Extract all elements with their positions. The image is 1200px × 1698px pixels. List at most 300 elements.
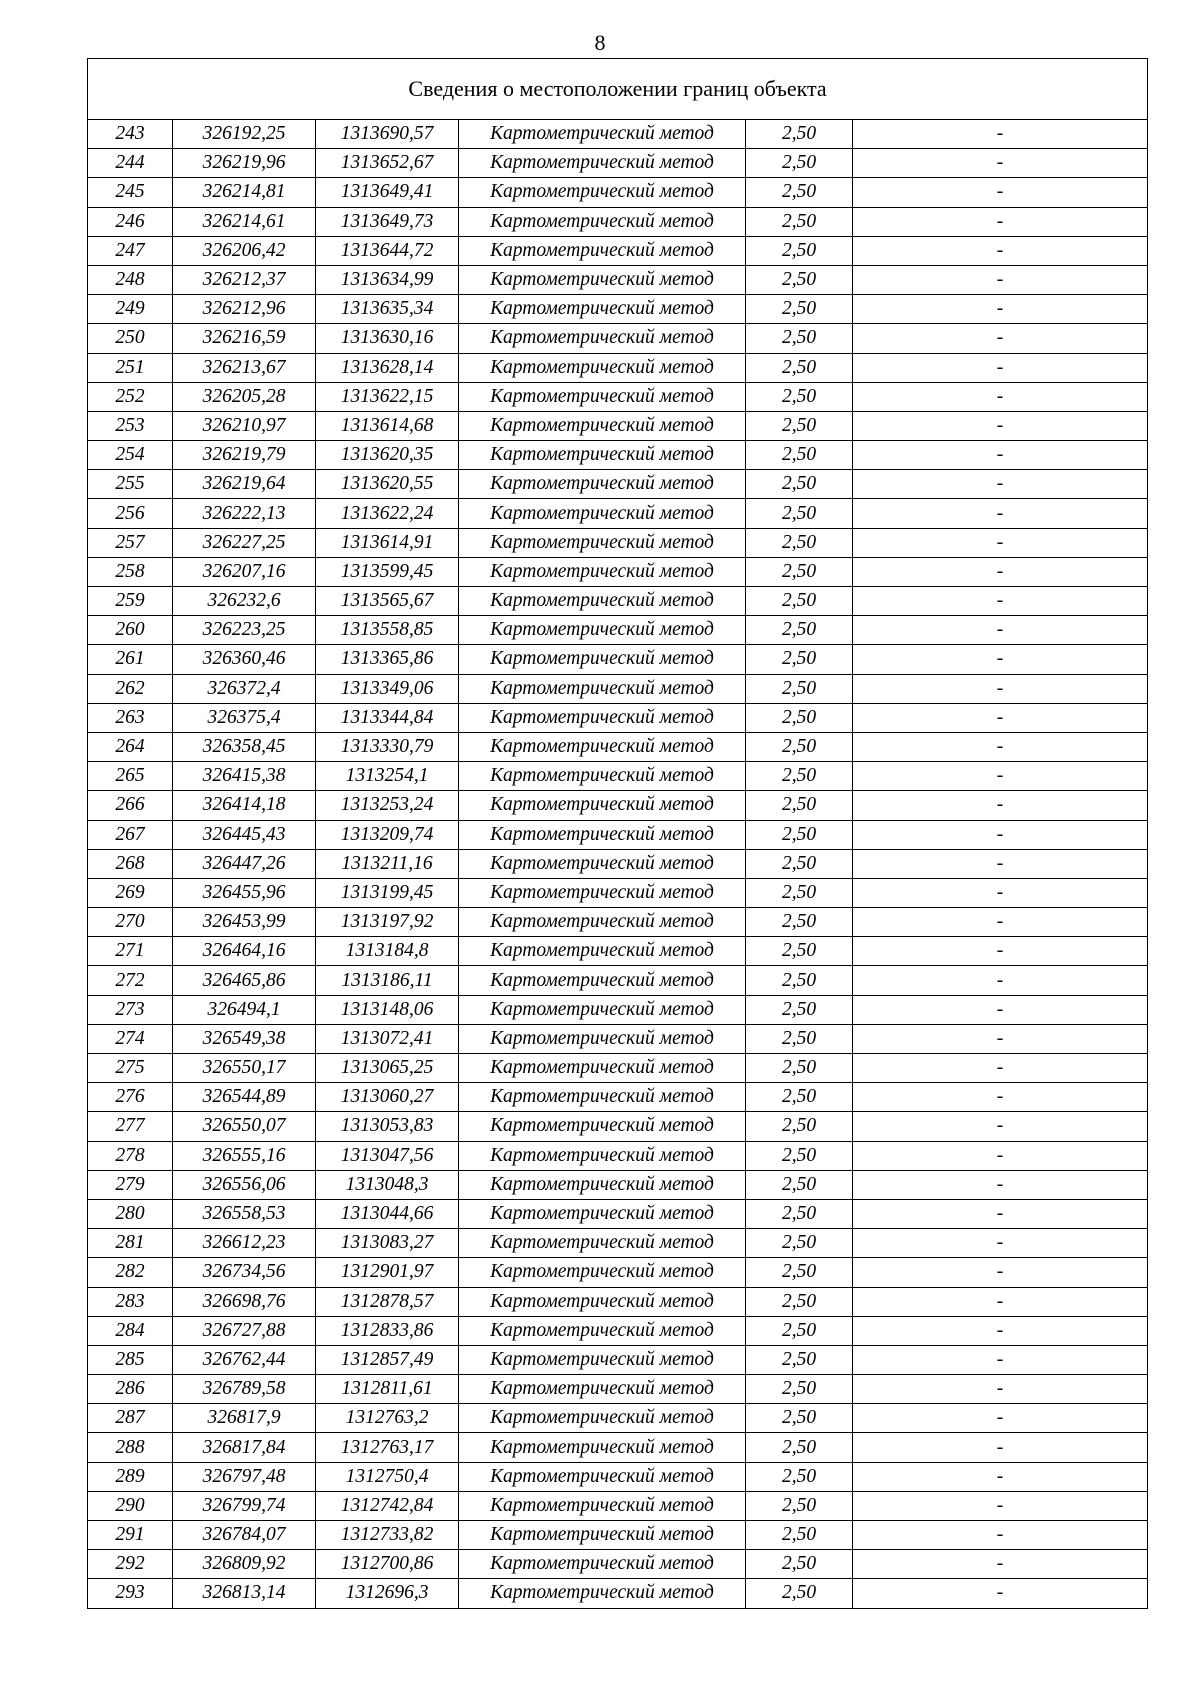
- coord-x-cell: 326447,26: [173, 849, 316, 878]
- table-row: [88, 820, 1148, 849]
- accuracy-cell: 2,50: [746, 645, 853, 674]
- point-number-cell: 243: [88, 120, 173, 149]
- accuracy-cell: 2,50: [746, 878, 853, 907]
- coord-y-cell: 1313635,34: [316, 295, 459, 324]
- accuracy-cell: 2,50: [746, 1199, 853, 1228]
- point-number-cell: 289: [88, 1462, 173, 1491]
- method-cell: Картометрический метод: [459, 1083, 746, 1112]
- method-cell: Картометрический метод: [459, 353, 746, 382]
- table-row: [88, 265, 1148, 294]
- accuracy-cell: 2,50: [746, 1316, 853, 1345]
- coord-y-cell: 1313644,72: [316, 236, 459, 265]
- point-number-cell: 286: [88, 1375, 173, 1404]
- point-number-cell: 250: [88, 324, 173, 353]
- point-number-cell: 271: [88, 937, 173, 966]
- coord-y-cell: 1312878,57: [316, 1287, 459, 1316]
- coord-x-cell: 326207,16: [173, 557, 316, 586]
- description-cell: -: [853, 499, 1148, 528]
- coord-x-cell: 326612,23: [173, 1229, 316, 1258]
- table-title: Сведения о местоположении границ объекта: [88, 59, 1148, 120]
- method-cell: Картометрический метод: [459, 295, 746, 324]
- description-cell: -: [853, 1491, 1148, 1520]
- point-number-cell: 273: [88, 995, 173, 1024]
- table-row: [88, 703, 1148, 732]
- coord-x-cell: 326558,53: [173, 1199, 316, 1228]
- accuracy-cell: 2,50: [746, 236, 853, 265]
- method-cell: Картометрический метод: [459, 791, 746, 820]
- description-cell: -: [853, 120, 1148, 149]
- description-cell: -: [853, 1375, 1148, 1404]
- coord-x-cell: 326799,74: [173, 1491, 316, 1520]
- description-cell: -: [853, 528, 1148, 557]
- table-row: [88, 1491, 1148, 1520]
- method-cell: Картометрический метод: [459, 149, 746, 178]
- table-row: [88, 149, 1148, 178]
- coord-x-cell: 326213,67: [173, 353, 316, 382]
- coord-x-cell: 326789,58: [173, 1375, 316, 1404]
- table-row: [88, 1550, 1148, 1579]
- description-cell: -: [853, 1083, 1148, 1112]
- method-cell: Картометрический метод: [459, 1112, 746, 1141]
- method-cell: Картометрический метод: [459, 120, 746, 149]
- description-cell: -: [853, 1316, 1148, 1345]
- table-row: [88, 791, 1148, 820]
- coord-x-cell: 326784,07: [173, 1521, 316, 1550]
- accuracy-cell: 2,50: [746, 207, 853, 236]
- description-cell: -: [853, 937, 1148, 966]
- coord-x-cell: 326813,14: [173, 1579, 316, 1608]
- accuracy-cell: 2,50: [746, 1462, 853, 1491]
- table-row: [88, 528, 1148, 557]
- accuracy-cell: 2,50: [746, 265, 853, 294]
- coord-x-cell: 326212,96: [173, 295, 316, 324]
- point-number-cell: 272: [88, 966, 173, 995]
- coord-y-cell: 1313209,74: [316, 820, 459, 849]
- accuracy-cell: 2,50: [746, 1141, 853, 1170]
- accuracy-cell: 2,50: [746, 1579, 853, 1608]
- coord-y-cell: 1313148,06: [316, 995, 459, 1024]
- point-number-cell: 277: [88, 1112, 173, 1141]
- coord-y-cell: 1313047,56: [316, 1141, 459, 1170]
- coord-y-cell: 1313622,24: [316, 499, 459, 528]
- point-number-cell: 262: [88, 674, 173, 703]
- accuracy-cell: 2,50: [746, 995, 853, 1024]
- coord-y-cell: 1313254,1: [316, 762, 459, 791]
- method-cell: Картометрический метод: [459, 937, 746, 966]
- description-cell: -: [853, 1404, 1148, 1433]
- description-cell: -: [853, 295, 1148, 324]
- table-row: [88, 1170, 1148, 1199]
- method-cell: Картометрический метод: [459, 1345, 746, 1374]
- coord-x-cell: 326809,92: [173, 1550, 316, 1579]
- point-number-cell: 258: [88, 557, 173, 586]
- table-row: [88, 1316, 1148, 1345]
- point-number-cell: 291: [88, 1521, 173, 1550]
- coord-x-cell: 326465,86: [173, 966, 316, 995]
- method-cell: Картометрический метод: [459, 1550, 746, 1579]
- coord-x-cell: 326372,4: [173, 674, 316, 703]
- table-row: [88, 645, 1148, 674]
- description-cell: -: [853, 353, 1148, 382]
- description-cell: -: [853, 1170, 1148, 1199]
- point-number-cell: 268: [88, 849, 173, 878]
- description-cell: -: [853, 1345, 1148, 1374]
- description-cell: -: [853, 1287, 1148, 1316]
- table-row: [88, 995, 1148, 1024]
- accuracy-cell: 2,50: [746, 616, 853, 645]
- point-number-cell: 247: [88, 236, 173, 265]
- coord-y-cell: 1313634,99: [316, 265, 459, 294]
- accuracy-cell: 2,50: [746, 791, 853, 820]
- accuracy-cell: 2,50: [746, 1491, 853, 1520]
- point-number-cell: 263: [88, 703, 173, 732]
- coord-y-cell: 1312763,2: [316, 1404, 459, 1433]
- accuracy-cell: 2,50: [746, 1287, 853, 1316]
- point-number-cell: 293: [88, 1579, 173, 1608]
- page-number: 8: [594, 30, 606, 55]
- accuracy-cell: 2,50: [746, 1258, 853, 1287]
- table-row: [88, 616, 1148, 645]
- coord-x-cell: 326464,16: [173, 937, 316, 966]
- coord-x-cell: 326797,48: [173, 1462, 316, 1491]
- description-cell: -: [853, 1521, 1148, 1550]
- description-cell: -: [853, 1112, 1148, 1141]
- table-row: [88, 382, 1148, 411]
- method-cell: Картометрический метод: [459, 1024, 746, 1053]
- coord-x-cell: 326214,61: [173, 207, 316, 236]
- method-cell: Картометрический метод: [459, 1375, 746, 1404]
- table-row: [88, 587, 1148, 616]
- coord-y-cell: 1313044,66: [316, 1199, 459, 1228]
- coord-y-cell: 1313649,41: [316, 178, 459, 207]
- method-cell: Картометрический метод: [459, 849, 746, 878]
- method-cell: Картометрический метод: [459, 878, 746, 907]
- coord-y-cell: 1312833,86: [316, 1316, 459, 1345]
- method-cell: Картометрический метод: [459, 265, 746, 294]
- description-cell: -: [853, 149, 1148, 178]
- accuracy-cell: 2,50: [746, 1229, 853, 1258]
- coord-y-cell: 1313630,16: [316, 324, 459, 353]
- method-cell: Картометрический метод: [459, 1462, 746, 1491]
- coord-y-cell: 1312901,97: [316, 1258, 459, 1287]
- accuracy-cell: 2,50: [746, 820, 853, 849]
- method-cell: Картометрический метод: [459, 178, 746, 207]
- accuracy-cell: 2,50: [746, 908, 853, 937]
- accuracy-cell: 2,50: [746, 470, 853, 499]
- coord-x-cell: 326206,42: [173, 236, 316, 265]
- description-cell: -: [853, 995, 1148, 1024]
- point-number-cell: 246: [88, 207, 173, 236]
- description-cell: -: [853, 732, 1148, 761]
- description-cell: -: [853, 587, 1148, 616]
- table-row: [88, 1083, 1148, 1112]
- method-cell: Картометрический метод: [459, 1521, 746, 1550]
- table-row: [88, 1345, 1148, 1374]
- method-cell: Картометрический метод: [459, 1404, 746, 1433]
- table-row: [88, 324, 1148, 353]
- point-number-cell: 265: [88, 762, 173, 791]
- description-cell: -: [853, 849, 1148, 878]
- table-row: [88, 1521, 1148, 1550]
- coord-x-cell: 326192,25: [173, 120, 316, 149]
- table-row: [88, 411, 1148, 440]
- coord-x-cell: 326555,16: [173, 1141, 316, 1170]
- coord-y-cell: 1313620,35: [316, 441, 459, 470]
- accuracy-cell: 2,50: [746, 1345, 853, 1374]
- point-number-cell: 276: [88, 1083, 173, 1112]
- accuracy-cell: 2,50: [746, 849, 853, 878]
- coord-x-cell: 326415,38: [173, 762, 316, 791]
- coord-y-cell: 1313614,68: [316, 411, 459, 440]
- coord-x-cell: 326455,96: [173, 878, 316, 907]
- point-number-cell: 285: [88, 1345, 173, 1374]
- coord-x-cell: 326219,79: [173, 441, 316, 470]
- point-number-cell: 270: [88, 908, 173, 937]
- method-cell: Картометрический метод: [459, 324, 746, 353]
- accuracy-cell: 2,50: [746, 732, 853, 761]
- coord-x-cell: 326556,06: [173, 1170, 316, 1199]
- method-cell: Картометрический метод: [459, 820, 746, 849]
- method-cell: Картометрический метод: [459, 674, 746, 703]
- point-number-cell: 279: [88, 1170, 173, 1199]
- description-cell: -: [853, 908, 1148, 937]
- coord-y-cell: 1313048,3: [316, 1170, 459, 1199]
- accuracy-cell: 2,50: [746, 149, 853, 178]
- description-cell: -: [853, 411, 1148, 440]
- method-cell: Картометрический метод: [459, 1287, 746, 1316]
- point-number-cell: 275: [88, 1054, 173, 1083]
- accuracy-cell: 2,50: [746, 557, 853, 586]
- coord-x-cell: 326210,97: [173, 411, 316, 440]
- method-cell: Картометрический метод: [459, 1316, 746, 1345]
- method-cell: Картометрический метод: [459, 1054, 746, 1083]
- method-cell: Картометрический метод: [459, 470, 746, 499]
- coord-x-cell: 326212,37: [173, 265, 316, 294]
- method-cell: Картометрический метод: [459, 645, 746, 674]
- coord-y-cell: 1313060,27: [316, 1083, 459, 1112]
- coord-x-cell: 326375,4: [173, 703, 316, 732]
- coord-x-cell: 326214,81: [173, 178, 316, 207]
- coord-y-cell: 1313599,45: [316, 557, 459, 586]
- coord-x-cell: 326222,13: [173, 499, 316, 528]
- coord-x-cell: 326727,88: [173, 1316, 316, 1345]
- table-row: [88, 207, 1148, 236]
- coord-y-cell: 1313349,06: [316, 674, 459, 703]
- coord-x-cell: 326550,17: [173, 1054, 316, 1083]
- coord-y-cell: 1313652,67: [316, 149, 459, 178]
- point-number-cell: 274: [88, 1024, 173, 1053]
- method-cell: Картометрический метод: [459, 236, 746, 265]
- coord-y-cell: 1312763,17: [316, 1433, 459, 1462]
- coord-y-cell: 1312742,84: [316, 1491, 459, 1520]
- method-cell: Картометрический метод: [459, 995, 746, 1024]
- point-number-cell: 260: [88, 616, 173, 645]
- description-cell: -: [853, 645, 1148, 674]
- table-row: [88, 1141, 1148, 1170]
- point-number-cell: 253: [88, 411, 173, 440]
- method-cell: Картометрический метод: [459, 616, 746, 645]
- description-cell: -: [853, 1550, 1148, 1579]
- coord-y-cell: 1313620,55: [316, 470, 459, 499]
- method-cell: Картометрический метод: [459, 1141, 746, 1170]
- coord-y-cell: 1313184,8: [316, 937, 459, 966]
- table-row: [88, 353, 1148, 382]
- table-title-row: [88, 59, 1148, 120]
- accuracy-cell: 2,50: [746, 1083, 853, 1112]
- point-number-cell: 255: [88, 470, 173, 499]
- coord-y-cell: 1313690,57: [316, 120, 459, 149]
- accuracy-cell: 2,50: [746, 1054, 853, 1083]
- coord-y-cell: 1313565,67: [316, 587, 459, 616]
- coord-x-cell: 326817,9: [173, 1404, 316, 1433]
- method-cell: Картометрический метод: [459, 1199, 746, 1228]
- accuracy-cell: 2,50: [746, 353, 853, 382]
- method-cell: Картометрический метод: [459, 1433, 746, 1462]
- method-cell: Картометрический метод: [459, 1491, 746, 1520]
- coord-y-cell: 1313197,92: [316, 908, 459, 937]
- description-cell: -: [853, 878, 1148, 907]
- coord-y-cell: 1312733,82: [316, 1521, 459, 1550]
- coord-y-cell: 1313083,27: [316, 1229, 459, 1258]
- coord-x-cell: 326414,18: [173, 791, 316, 820]
- coord-y-cell: 1313614,91: [316, 528, 459, 557]
- table-row: [88, 732, 1148, 761]
- coord-x-cell: 326227,25: [173, 528, 316, 557]
- coord-y-cell: 1312811,61: [316, 1375, 459, 1404]
- table-row: [88, 1199, 1148, 1228]
- coord-y-cell: 1313649,73: [316, 207, 459, 236]
- description-cell: -: [853, 1462, 1148, 1491]
- accuracy-cell: 2,50: [746, 703, 853, 732]
- coord-y-cell: 1312700,86: [316, 1550, 459, 1579]
- description-cell: -: [853, 441, 1148, 470]
- table-row: [88, 1112, 1148, 1141]
- method-cell: Картометрический метод: [459, 732, 746, 761]
- method-cell: Картометрический метод: [459, 557, 746, 586]
- description-cell: -: [853, 616, 1148, 645]
- table-row: [88, 120, 1148, 149]
- table-row: [88, 1024, 1148, 1053]
- accuracy-cell: 2,50: [746, 324, 853, 353]
- coord-x-cell: 326762,44: [173, 1345, 316, 1374]
- coord-y-cell: 1313344,84: [316, 703, 459, 732]
- accuracy-cell: 2,50: [746, 1375, 853, 1404]
- method-cell: Картометрический метод: [459, 1579, 746, 1608]
- description-cell: -: [853, 470, 1148, 499]
- coord-x-cell: 326494,1: [173, 995, 316, 1024]
- method-cell: Картометрический метод: [459, 762, 746, 791]
- coord-x-cell: 326232,6: [173, 587, 316, 616]
- description-cell: -: [853, 557, 1148, 586]
- point-number-cell: 256: [88, 499, 173, 528]
- accuracy-cell: 2,50: [746, 499, 853, 528]
- accuracy-cell: 2,50: [746, 674, 853, 703]
- description-cell: -: [853, 791, 1148, 820]
- coord-x-cell: 326223,25: [173, 616, 316, 645]
- table-row: [88, 908, 1148, 937]
- description-cell: -: [853, 966, 1148, 995]
- point-number-cell: 290: [88, 1491, 173, 1520]
- accuracy-cell: 2,50: [746, 528, 853, 557]
- point-number-cell: 288: [88, 1433, 173, 1462]
- table-row: [88, 762, 1148, 791]
- table-row: [88, 295, 1148, 324]
- accuracy-cell: 2,50: [746, 1024, 853, 1053]
- table-row: [88, 1462, 1148, 1491]
- accuracy-cell: 2,50: [746, 1550, 853, 1579]
- coord-x-cell: 326550,07: [173, 1112, 316, 1141]
- point-number-cell: 254: [88, 441, 173, 470]
- method-cell: Картометрический метод: [459, 703, 746, 732]
- coord-x-cell: 326544,89: [173, 1083, 316, 1112]
- method-cell: Картометрический метод: [459, 528, 746, 557]
- table-row: [88, 966, 1148, 995]
- accuracy-cell: 2,50: [746, 966, 853, 995]
- coord-x-cell: 326445,43: [173, 820, 316, 849]
- point-number-cell: 249: [88, 295, 173, 324]
- coord-y-cell: 1313065,25: [316, 1054, 459, 1083]
- coord-y-cell: 1313558,85: [316, 616, 459, 645]
- coord-x-cell: 326698,76: [173, 1287, 316, 1316]
- table-row: [88, 1433, 1148, 1462]
- point-number-cell: 281: [88, 1229, 173, 1258]
- table-row: [88, 1054, 1148, 1083]
- coord-y-cell: 1312750,4: [316, 1462, 459, 1491]
- accuracy-cell: 2,50: [746, 120, 853, 149]
- coord-x-cell: 326817,84: [173, 1433, 316, 1462]
- table-row: [88, 1579, 1148, 1608]
- accuracy-cell: 2,50: [746, 1521, 853, 1550]
- table-row: [88, 1258, 1148, 1287]
- description-cell: -: [853, 674, 1148, 703]
- table-row: [88, 499, 1148, 528]
- table-row: [88, 1229, 1148, 1258]
- coord-x-cell: 326205,28: [173, 382, 316, 411]
- table-row: [88, 849, 1148, 878]
- point-number-cell: 261: [88, 645, 173, 674]
- coord-x-cell: 326358,45: [173, 732, 316, 761]
- method-cell: Картометрический метод: [459, 499, 746, 528]
- coord-y-cell: 1313211,16: [316, 849, 459, 878]
- point-number-cell: 264: [88, 732, 173, 761]
- accuracy-cell: 2,50: [746, 295, 853, 324]
- point-number-cell: 245: [88, 178, 173, 207]
- accuracy-cell: 2,50: [746, 587, 853, 616]
- method-cell: Картометрический метод: [459, 1229, 746, 1258]
- point-number-cell: 283: [88, 1287, 173, 1316]
- coord-y-cell: 1313330,79: [316, 732, 459, 761]
- coord-y-cell: 1313072,41: [316, 1024, 459, 1053]
- description-cell: -: [853, 1054, 1148, 1083]
- coord-y-cell: 1313186,11: [316, 966, 459, 995]
- method-cell: Картометрический метод: [459, 382, 746, 411]
- point-number-cell: 257: [88, 528, 173, 557]
- method-cell: Картометрический метод: [459, 441, 746, 470]
- table-row: [88, 878, 1148, 907]
- point-number-cell: 282: [88, 1258, 173, 1287]
- coord-x-cell: 326216,59: [173, 324, 316, 353]
- method-cell: Картометрический метод: [459, 1170, 746, 1199]
- description-cell: -: [853, 382, 1148, 411]
- point-number-cell: 266: [88, 791, 173, 820]
- point-number-cell: 278: [88, 1141, 173, 1170]
- coord-y-cell: 1312696,3: [316, 1579, 459, 1608]
- point-number-cell: 248: [88, 265, 173, 294]
- point-number-cell: 259: [88, 587, 173, 616]
- method-cell: Картометрический метод: [459, 207, 746, 236]
- coord-y-cell: 1313253,24: [316, 791, 459, 820]
- point-number-cell: 287: [88, 1404, 173, 1433]
